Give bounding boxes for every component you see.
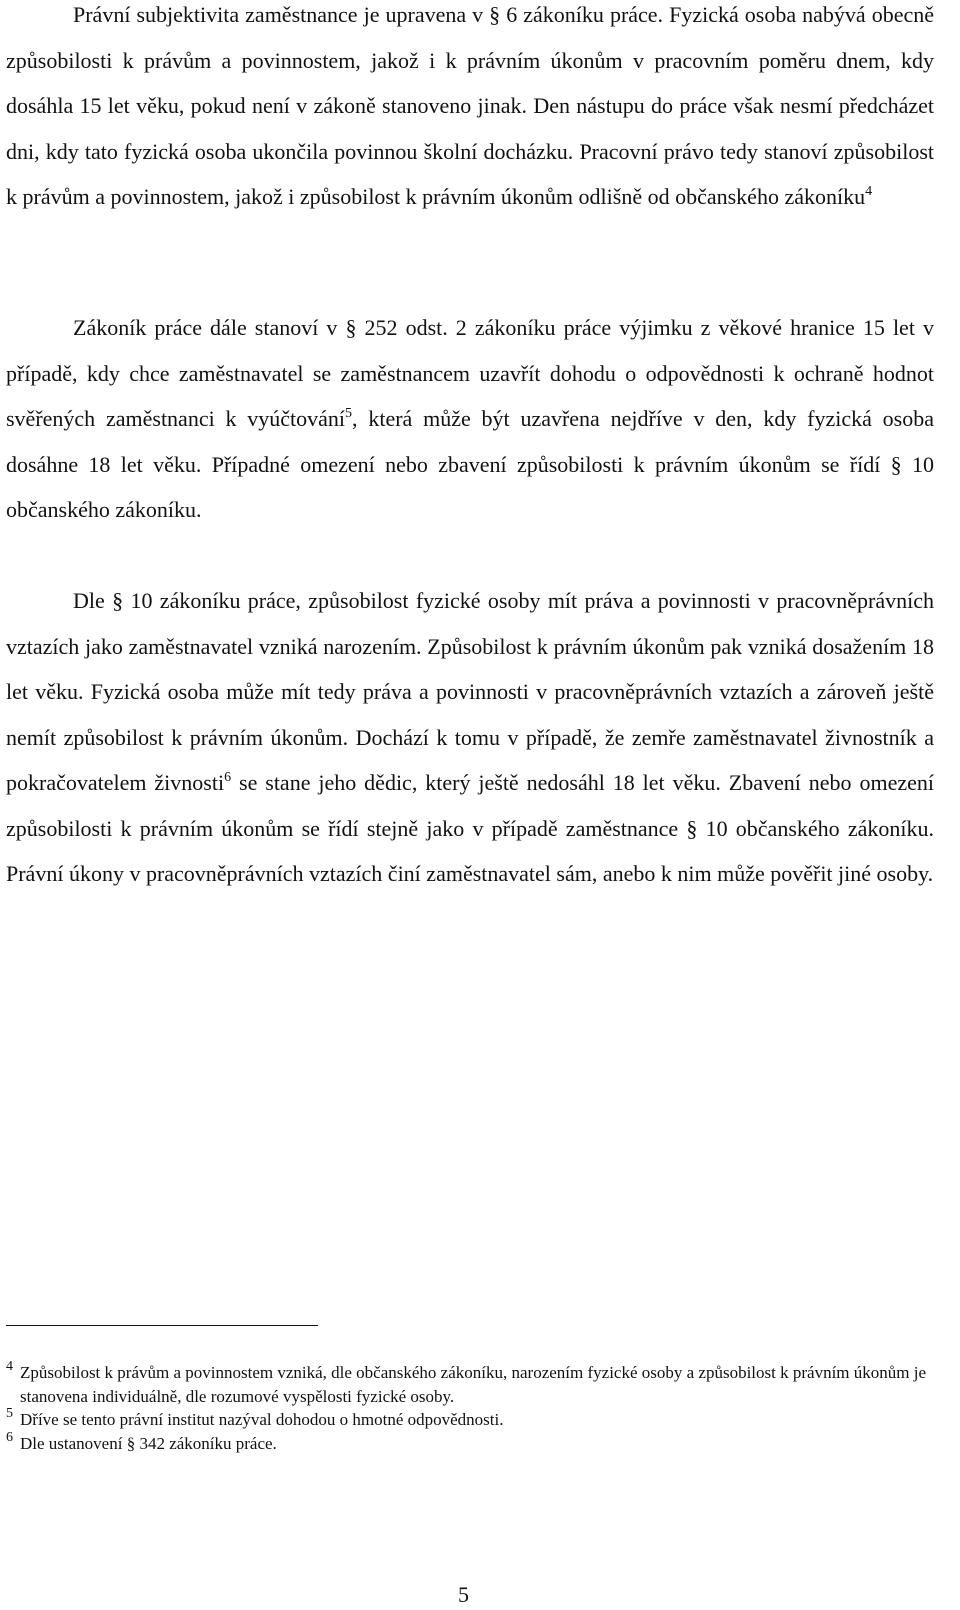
footnote-4	[6, 1361, 934, 1408]
footnote-5	[6, 1408, 934, 1432]
footnote-text: Dříve se tento právní institut nazýval dohodou o hmotné odpovědnosti.	[20, 1410, 504, 1429]
paragraph-3-text-b: se stane jeho dědic, který ještě nedosáhl 18 let věku. Zbavení nebo omezení způsobilosti k právním úkonům se řídí stejně jako v případě zaměstnance § 10 občanského zákoníku. Právní úkony v pracovněprávních vztazích činí zaměstnavatel sám, anebo k nim může pověřit jiné osoby.	[6, 770, 934, 886]
footnote-mark: 4	[6, 1359, 13, 1374]
footnote-ref-5[interactable]: 5	[345, 406, 353, 421]
document-page	[6, 0, 934, 1610]
paragraph-1	[6, 0, 934, 220]
footnote-text: Dle ustanovení § 342 zákoníku práce.	[20, 1433, 277, 1453]
footnote-mark: 6	[6, 1429, 13, 1445]
paragraph-2-text-a: Zákoník práce dále stanoví v § 252 odst. 2 zákoníku práce výjimku z věkové hranice 15 let v případě, kdy chce zaměstnavatel se zaměstnancem uzavřít dohodu o odpovědnosti k ochraně hodnot svěřených zaměstnanci k vyúčtování	[6, 315, 934, 431]
footnotes	[6, 1361, 934, 1455]
footnote-mark: 5	[6, 1406, 13, 1421]
footnote-ref-6[interactable]: 6	[224, 770, 232, 785]
paragraph-3	[6, 578, 934, 897]
paragraph-2	[6, 305, 934, 533]
footnote-6	[6, 1429, 934, 1456]
paragraph-3-text-a: Dle § 10 zákoníku práce, způsobilost fyzické osoby mít práva a povinnosti v pracovněprávních vztazích jako zaměstnavatel vzniká narozením. Způsobilost k právním úkonům pak vzniká dosažením 18 let věku. Fyzická osoba může mít tedy práva a povinnosti v pracovněprávních vztazích a zároveň ještě nemít způsobilost k právním úkonům. Dochází k tomu v případě, že zemře zaměstnavatel živnostník a pokračovatelem živnosti	[6, 588, 934, 795]
footnote-separator	[6, 1325, 318, 1326]
paragraph-2-text-b: , která může být uzavřena nejdříve v den, kdy fyzická osoba dosáhne 18 let věku. Případné omezení nebo zbavení způsobilosti k právním úkonům se řídí § 10 občanského zákoníku.	[6, 406, 934, 522]
footnote-ref-4[interactable]: 4	[865, 184, 873, 199]
paragraph-1-text: Právní subjektivita zaměstnance je upravena v § 6 zákoníku práce. Fyzická osoba nabývá obecně způsobilosti k právům a povinnostem, jakož i k právním úkonům v pracovním poměru dnem, kdy dosáhla 15 let věku, pokud není v zákoně stanoveno jinak. Den nástupu do práce však nesmí předcházet dni, kdy tato fyzická osoba ukončila povinnou školní docházku. Pracovní právo tedy stanoví způsobilost k právům a povinnostem, jakož i způsobilost k právním úkonům odlišně od občanského zákoníku	[6, 2, 934, 209]
page-number: 5	[458, 1582, 469, 1607]
footnote-text: Způsobilost k právům a povinnostem vzniká, dle občanského zákoníku, narozením fyzické osoby a způsobilost k právním úkonům je stanovena individuálně, dle rozumové vyspělosti fyzické osoby.	[20, 1363, 927, 1406]
